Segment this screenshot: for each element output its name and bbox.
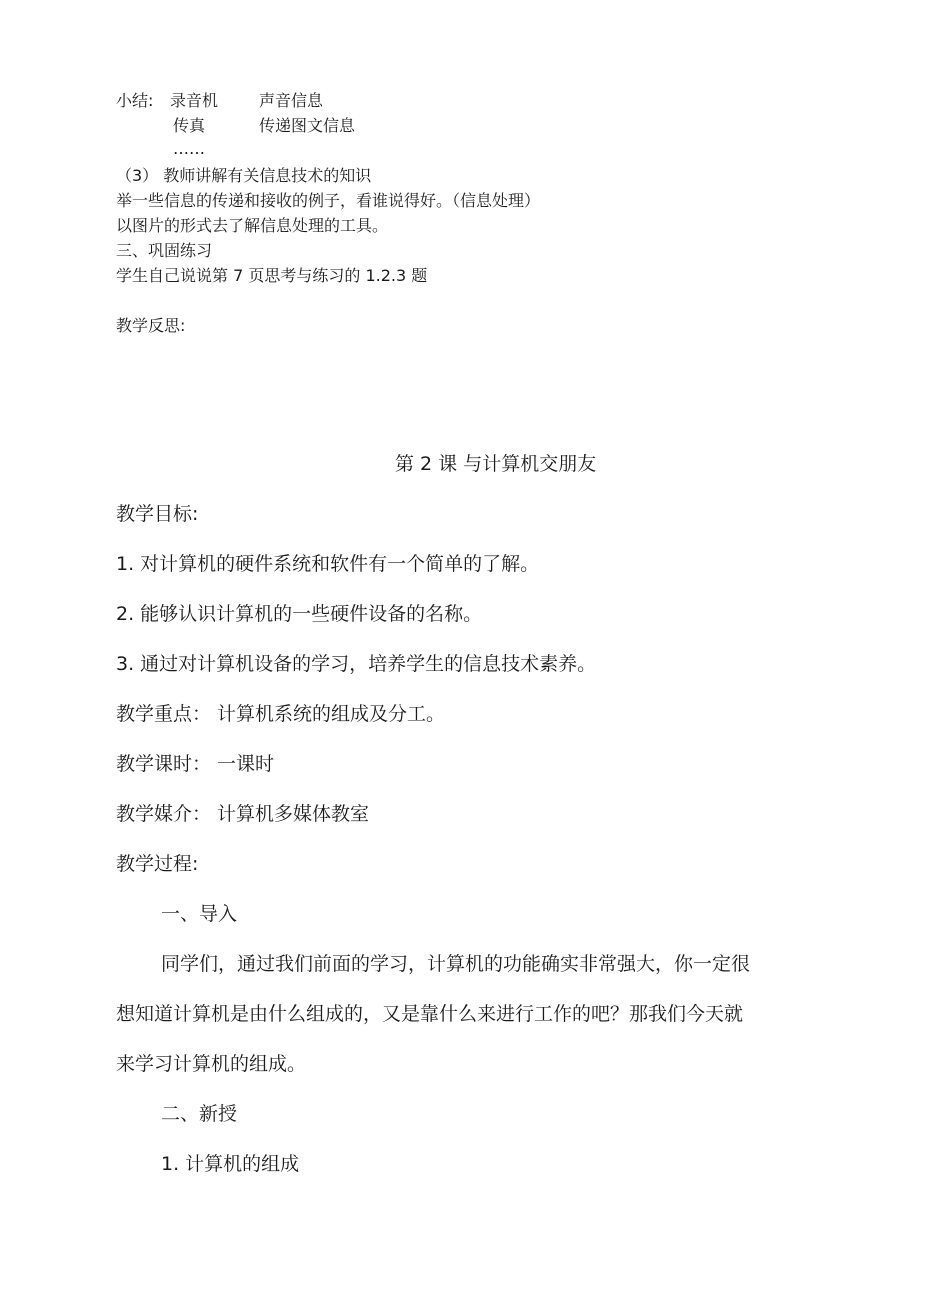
summary-ellipsis: ……: [173, 139, 205, 158]
lesson-title: 第 2 课 与计算机交朋友: [395, 453, 597, 475]
process-label: 教学过程:: [116, 853, 199, 875]
teaching-media: 教学媒介： 计算机多媒体教室: [116, 803, 370, 825]
new-lesson-heading: 二、新授: [161, 1103, 238, 1125]
body-line: 举一些信息的传递和接收的例子，看谁说得好。（信息处理）: [116, 191, 541, 210]
paragraph-line: 来学习计算机的组成。: [116, 1053, 307, 1075]
objective-item: 1. 对计算机的硬件系统和软件有一个简单的了解。: [116, 553, 540, 575]
summary-device: 传真: [173, 116, 206, 135]
intro-heading: 一、导入: [161, 903, 238, 925]
sub-heading: 1. 计算机的组成: [161, 1153, 300, 1175]
paragraph-line: 想知道计算机是由什么组成的，又是靠什么来进行工作的吧？那我们今天就: [116, 1003, 744, 1025]
summary-function: 声音信息: [259, 91, 324, 110]
section-heading: 三、巩固练习: [116, 241, 213, 260]
body-line: 以图片的形式去了解信息处理的工具。: [116, 216, 389, 235]
summary-device: 录音机: [170, 91, 219, 110]
objective-item: 2. 能够认识计算机的一些硬件设备的名称。: [116, 603, 483, 625]
key-point: 教学重点： 计算机系统的组成及分工。: [116, 703, 446, 725]
objectives-label: 教学目标:: [116, 503, 199, 525]
summary-label: 小结:: [116, 91, 154, 110]
reflection-label: 教学反思:: [116, 316, 186, 335]
class-periods: 教学课时： 一课时: [116, 753, 275, 775]
body-line: 学生自己说说第 7 页思考与练习的 1.2.3 题: [116, 266, 428, 285]
paragraph-line: 同学们，通过我们前面的学习，计算机的功能确实非常强大，你一定很: [161, 953, 751, 975]
body-line: （3） 教师讲解有关信息技术的知识: [116, 166, 372, 185]
summary-function: 传递图文信息: [259, 116, 356, 135]
objective-item: 3. 通过对计算机设备的学习，培养学生的信息技术素养。: [116, 653, 597, 675]
